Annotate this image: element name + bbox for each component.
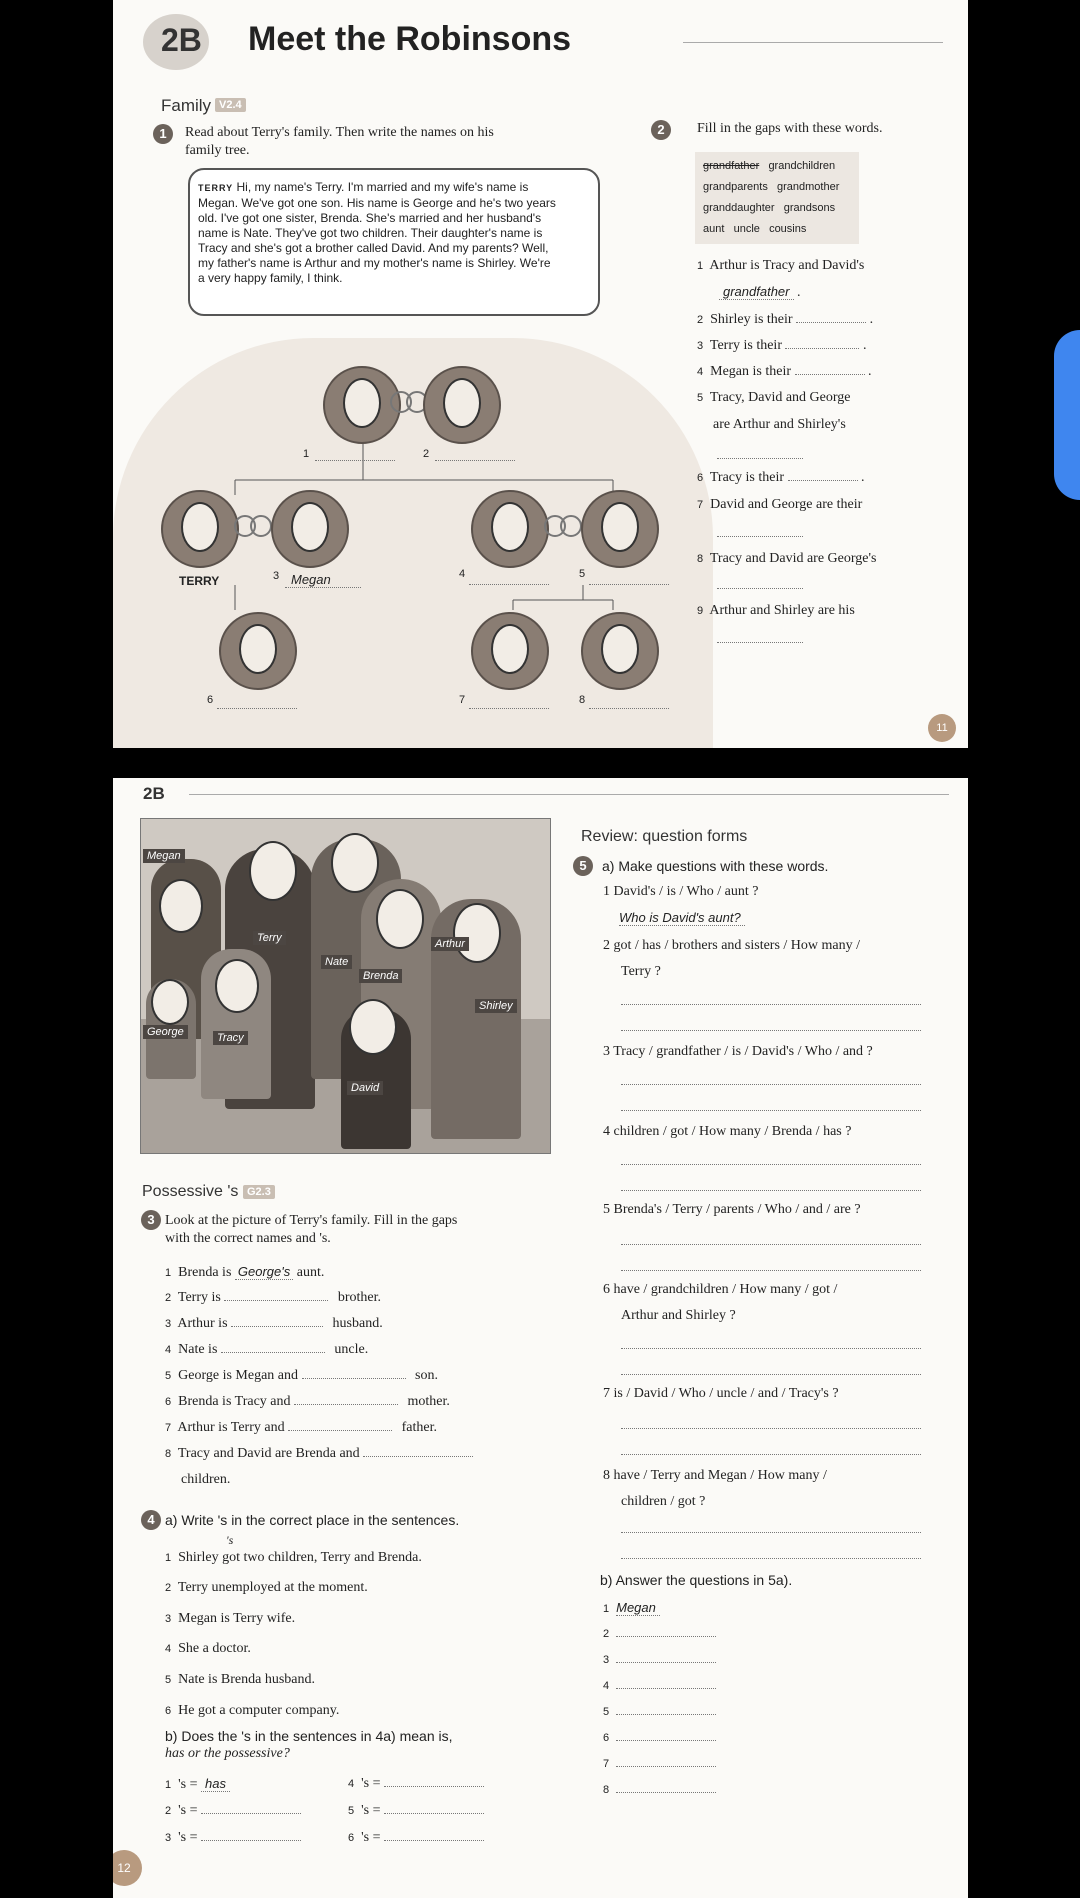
megan-portrait [271, 490, 349, 568]
word: granddaughter [703, 202, 775, 214]
ex3-item-2: 2 Terry is brother. [165, 1290, 381, 1305]
ex5b-answer-2: 2 [603, 1626, 716, 1642]
terry-portrait [161, 490, 239, 568]
page-number-12: 12 [113, 1850, 142, 1886]
exercise-4b-instructions: b) Does the 's in the sentences in 4a) mean is, has or the possessive? [165, 1728, 453, 1761]
header-rule [189, 794, 949, 795]
ex5-question-7: 7 is / David / Who / uncle / and / Tracy's ? [603, 1386, 839, 1401]
ex5b-answer-8: 8 [603, 1782, 716, 1798]
ex4-sentence-6: 6 He got a computer company. [165, 1703, 340, 1718]
label-arthur: Arthur [431, 937, 469, 951]
possessive-badge: G2.3 [243, 1185, 275, 1199]
word: grandsons [783, 202, 836, 214]
ex4-sentence-4: 4 She a doctor. [165, 1641, 251, 1656]
tree-slot-7-number: 7 [459, 694, 466, 706]
ex4b-item-6: 6 's = [348, 1830, 484, 1846]
review-title: Review: question forms [581, 828, 748, 845]
terry-label: TERRY [179, 574, 220, 588]
ex4-sentence-1: 1 Shirley got two children, Terry and Brenda. [165, 1550, 422, 1565]
ex4b-item-2: 2 's = [165, 1803, 301, 1819]
ex2-item-1: 1 Arthur is Tracy and David's [697, 258, 865, 273]
ex2-item-3: 3 Terry is their . [697, 338, 867, 353]
ex2-item-8-blank[interactable] [717, 588, 803, 589]
robinson-family-illustration [140, 818, 551, 1154]
bubble-line: Hi, my name's Terry. I'm married and my wife's name is [236, 180, 529, 194]
tree-slot-8-blank[interactable] [589, 708, 669, 709]
exercise-1-number: 1 [153, 124, 173, 144]
ex3-item-4: 4 Nate is uncle. [165, 1342, 369, 1357]
exercise-3-number: 3 [141, 1210, 161, 1230]
exercise-2-number: 2 [651, 120, 671, 140]
ex5-answer-line[interactable] [621, 1110, 921, 1111]
ex5-answer-line[interactable] [621, 1348, 921, 1349]
workbook-page-11 [113, 0, 968, 748]
ex5b-answer-5: 5 [603, 1704, 716, 1720]
tree-slot-1-number: 1 [303, 448, 310, 460]
ex5-question-2: 2 got / has / brothers and sisters / How many / [603, 938, 861, 953]
ex4b-item-3: 3 's = [165, 1830, 301, 1846]
tree-slot-3-number: 3 [273, 570, 280, 582]
page-number-11: 11 [928, 714, 956, 742]
exercise-4-number: 4 [141, 1510, 161, 1530]
exercise-5b-instructions: b) Answer the questions in 5a). [600, 1572, 793, 1588]
ex5-answer-line[interactable] [621, 1270, 921, 1271]
ex4-sentence-3: 3 Megan is Terry wife. [165, 1611, 296, 1626]
scroll-handle[interactable] [1054, 330, 1080, 500]
ex4-sentence-2: 2 Terry unemployed at the moment. [165, 1580, 368, 1595]
instr-line: Read about Terry's family. Then write the names on his [185, 125, 494, 140]
terry-speech-bubble [188, 168, 600, 316]
ex2-item-5: 5 Tracy, David and George [697, 390, 851, 405]
exercise-5-number: 5 [573, 856, 593, 876]
nate-portrait [581, 490, 659, 568]
ex5-question-8-cont: children / got ? [621, 1494, 706, 1509]
ex5-answer-line[interactable] [621, 1374, 921, 1375]
label-shirley: Shirley [475, 999, 517, 1013]
ex5b-answer-7: 7 [603, 1756, 716, 1772]
ex3-item-6: 6 Brenda is Tracy and mother. [165, 1394, 450, 1409]
ex5-answer-line[interactable] [621, 1030, 921, 1031]
tree-slot-4-number: 4 [459, 568, 466, 580]
ex2-item-9-blank[interactable] [717, 642, 803, 643]
label-nate: Nate [321, 955, 352, 969]
ex5-question-1: 1 David's / is / Who / aunt ? [603, 884, 759, 899]
bubble-line: Tracy and she's got a brother called David. And my parents? Well, [198, 241, 549, 255]
tree-slot-1-blank[interactable] [315, 460, 395, 461]
ex5-question-6: 6 have / grandchildren / How many / got / [603, 1282, 838, 1297]
ex2-item-9: 9 Arthur and Shirley are his [697, 603, 855, 618]
word: grandfather [703, 160, 760, 172]
label-tracy: Tracy [213, 1031, 248, 1045]
wedding-rings-icon [231, 514, 275, 538]
ex2-item-1-answer[interactable]: grandfather . [719, 284, 801, 301]
tree-slot-5-number: 5 [579, 568, 586, 580]
ex3-item-3: 3 Arthur is husband. [165, 1316, 383, 1331]
ex3-item-1: 1 Brenda is George's aunt. [165, 1264, 325, 1280]
ex2-item-2: 2 Shirley is their . [697, 312, 874, 327]
word: uncle [733, 223, 760, 235]
ex5-question-3: 3 Tracy / grandfather / is / David's / Who / and ? [603, 1044, 873, 1059]
ex5b-answer-6: 6 [603, 1730, 716, 1746]
wedding-rings-icon [541, 514, 585, 538]
ex5-answer-line[interactable] [621, 1558, 921, 1559]
exercise-5a-instructions: a) Make questions with these words. [602, 858, 829, 874]
bubble-line: old. I've got one sister, Brenda. She's married and her husband's [198, 211, 542, 225]
ex3-item-5: 5 George is Megan and son. [165, 1368, 438, 1383]
label-terry: Terry [253, 931, 286, 945]
ex5-question-2-cont: Terry ? [621, 964, 661, 979]
label-megan: Megan [143, 849, 185, 863]
grandmother-portrait [423, 366, 501, 444]
instr-line: family tree. [185, 143, 250, 158]
ex2-item-5-blank[interactable] [717, 458, 803, 459]
ex2-item-5-cont: are Arthur and Shirley's [713, 417, 846, 432]
label-george: George [143, 1025, 188, 1039]
ex4b-item-5: 5 's = [348, 1803, 484, 1819]
tracy-portrait [471, 612, 549, 690]
exercise-1-instructions [185, 124, 494, 160]
tree-slot-3-answer[interactable]: Megan [285, 572, 361, 588]
ex2-item-6: 6 Tracy is their . [697, 470, 865, 485]
ex5-question-6-cont: Arthur and Shirley ? [621, 1308, 736, 1323]
ex4b-item-4: 4 's = [348, 1776, 484, 1792]
exercise-4a-instructions: a) Write 's in the correct place in the sentences. [165, 1512, 460, 1528]
ex5-answer-line[interactable] [621, 1004, 921, 1005]
ex5-answer-line[interactable] [621, 1428, 921, 1429]
ex5-answer-line[interactable] [621, 1454, 921, 1455]
ex5b-answer-3: 3 [603, 1652, 716, 1668]
title-rule [683, 42, 943, 43]
ex2-item-4: 4 Megan is their . [697, 364, 872, 379]
ex5-question-5: 5 Brenda's / Terry / parents / Who / and / are ? [603, 1202, 861, 1217]
word: aunt [703, 223, 725, 235]
ex5-answer-line[interactable] [621, 1084, 921, 1085]
ex4b-item-1: 1 's = has [165, 1776, 230, 1793]
unit-label: 2B [143, 784, 165, 803]
speaker-label: TERRY [198, 183, 234, 193]
tree-slot-7-blank[interactable] [469, 708, 549, 709]
bubble-line: Megan. We've got one son. His name is George and he's two years [198, 196, 556, 210]
word-box [695, 152, 859, 244]
ex3-item-8-cont: children. [181, 1472, 231, 1487]
word: cousins [769, 223, 807, 235]
possessive-title: Possessive 's [142, 1183, 239, 1200]
exercise-3-instructions: Look at the picture of Terry's family. Fill in the gaps with the correct names and 's. [165, 1213, 458, 1246]
bubble-line: a very happy family, I think. [198, 271, 343, 285]
tree-slot-2-blank[interactable] [435, 460, 515, 461]
bubble-line: my father's name is Arthur and my mother's name is Shirley. We're [198, 256, 551, 270]
section-badge: V2.4 [215, 98, 246, 112]
ex5-question-8: 8 have / Terry and Megan / How many / [603, 1468, 827, 1483]
tree-slot-4-blank[interactable] [469, 584, 549, 585]
david-portrait [581, 612, 659, 690]
bubble-line: name is Nate. They've got two children. Their daughter's name is [198, 226, 543, 240]
word: grandchildren [768, 160, 836, 172]
tree-slot-8-number: 8 [579, 694, 586, 706]
ex5-answer-1[interactable]: Who is David's aunt? [619, 910, 745, 926]
section-title: Family [161, 96, 212, 115]
workbook-page-12 [113, 778, 968, 1898]
page-title: Meet the Robinsons [248, 20, 572, 58]
word: grandmother [777, 181, 840, 193]
tree-slot-6-number: 6 [207, 694, 214, 706]
label-david: David [347, 1081, 383, 1095]
ex2-item-8: 8 Tracy and David are George's [697, 551, 877, 566]
exercise-2-instructions: Fill in the gaps with these words. [697, 121, 883, 136]
ex5b-answer-4: 4 [603, 1678, 716, 1694]
ex5-answer-line[interactable] [621, 1532, 921, 1533]
tree-slot-6-blank[interactable] [217, 708, 297, 709]
ex5-answer-line[interactable] [621, 1190, 921, 1191]
brenda-portrait [471, 490, 549, 568]
inserted-s-mark: 's [226, 1533, 234, 1547]
ex5-question-4: 4 children / got / How many / Brenda / has ? [603, 1124, 852, 1139]
tree-slot-5-blank[interactable] [589, 584, 669, 585]
ex2-item-7: 7 David and George are their [697, 497, 863, 512]
unit-label: 2B [161, 22, 202, 58]
ex3-item-7: 7 Arthur is Terry and father. [165, 1420, 437, 1435]
label-brenda: Brenda [359, 969, 402, 983]
tree-slot-2-number: 2 [423, 448, 430, 460]
ex5-answer-line[interactable] [621, 1244, 921, 1245]
ex3-item-8: 8 Tracy and David are Brenda and [165, 1446, 473, 1462]
ex5b-answer-1: 1 Megan [603, 1600, 660, 1617]
george-portrait [219, 612, 297, 690]
ex5-answer-line[interactable] [621, 1164, 921, 1165]
ex4-sentence-5: 5 Nate is Brenda husband. [165, 1672, 315, 1687]
word: grandparents [703, 181, 768, 193]
ex2-item-7-blank[interactable] [717, 536, 803, 537]
